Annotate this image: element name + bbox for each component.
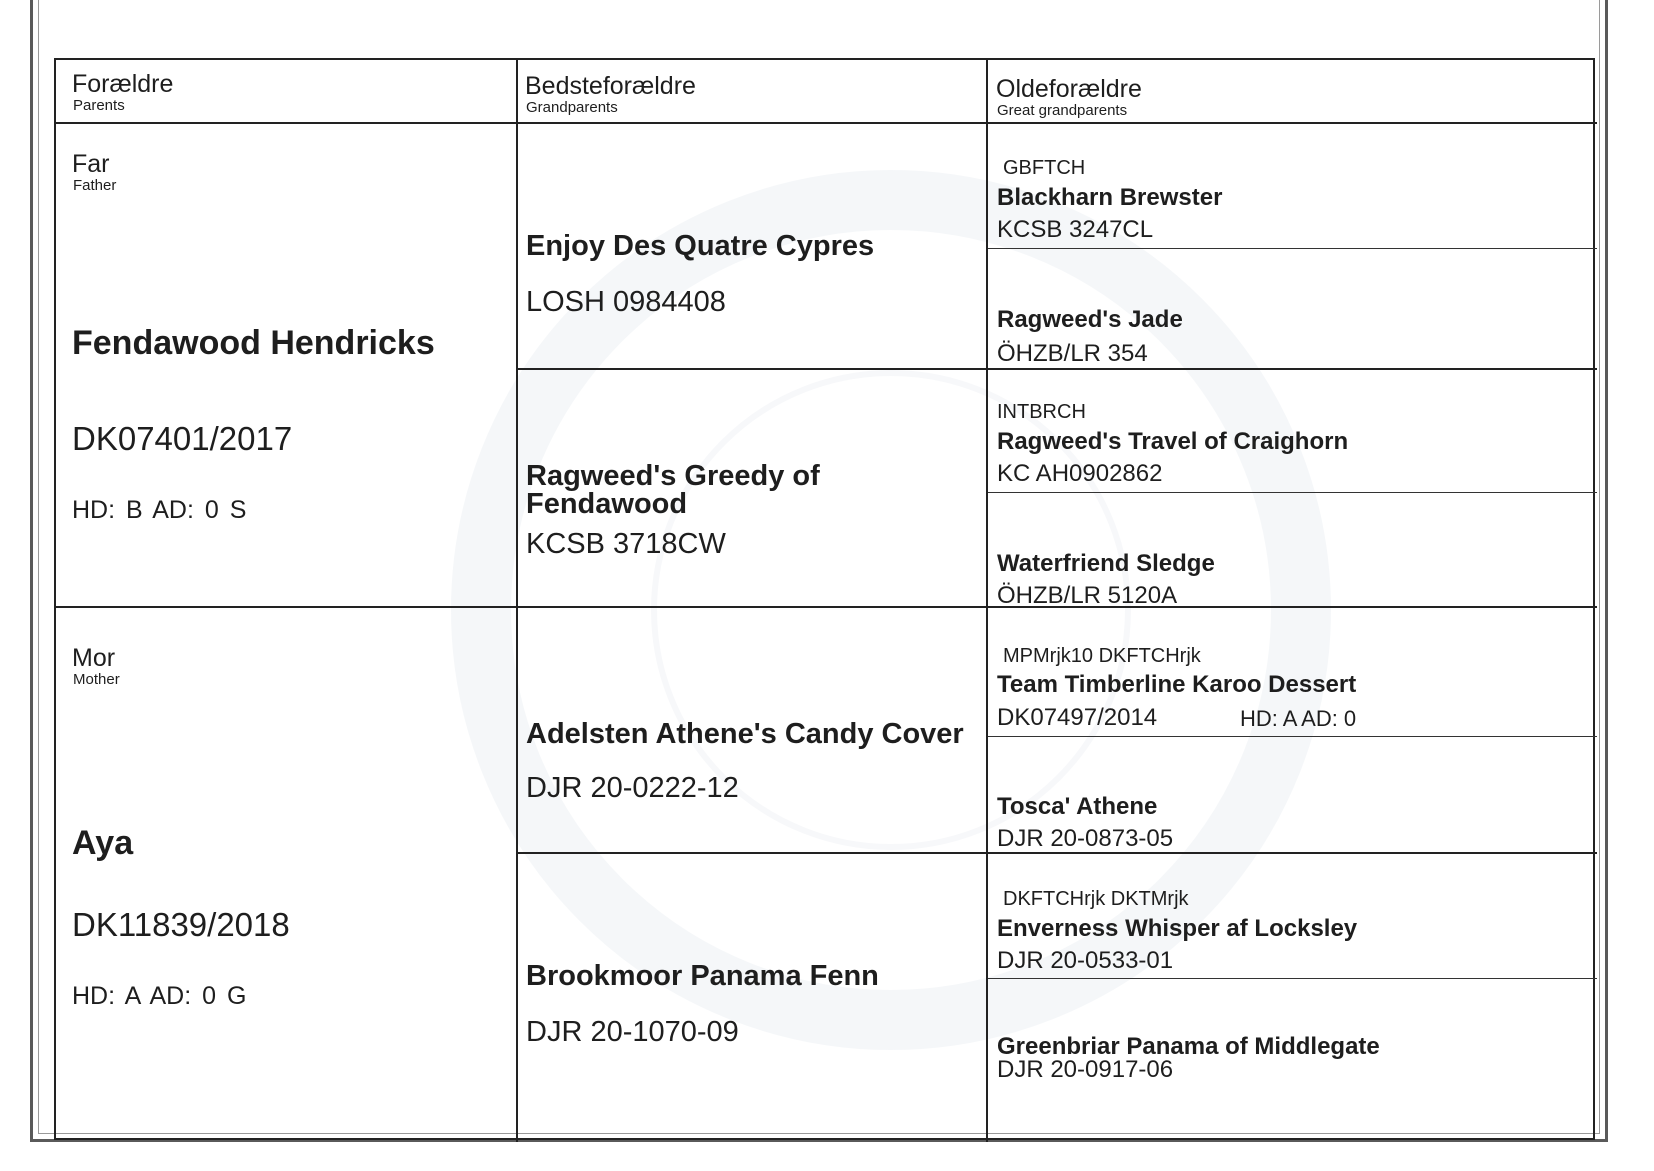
ggp-title: MPMrjk10 DKFTCHrjk bbox=[1003, 645, 1201, 667]
ggp-name: Waterfriend Sledge bbox=[997, 550, 1215, 577]
header-great-grandparents: Oldeforældre bbox=[996, 75, 1142, 103]
grandparent-reg: LOSH 0984408 bbox=[526, 286, 726, 318]
mother-label: Mor bbox=[72, 644, 116, 672]
ggp-name: Blackharn Brewster bbox=[997, 184, 1223, 211]
parents-separator bbox=[56, 606, 1597, 608]
ggp-separator-4 bbox=[988, 978, 1597, 979]
father-health: HD: B AD: 0 S bbox=[72, 496, 247, 524]
ggp-health: HD: A AD: 0 bbox=[1240, 706, 1357, 731]
ggp-reg: ÖHZB/LR 354 bbox=[997, 340, 1148, 367]
ggp-name: Tosca' Athene bbox=[997, 793, 1158, 820]
ggp-reg: KCSB 3247CL bbox=[997, 216, 1154, 243]
header-separator bbox=[56, 122, 1597, 124]
father-name: Fendawood Hendricks bbox=[72, 324, 435, 362]
grandparent-reg: DJR 20-0222-12 bbox=[526, 772, 739, 804]
ggp-name: Team Timberline Karoo Dessert bbox=[997, 671, 1357, 698]
father-reg: DK07401/2017 bbox=[72, 420, 293, 457]
header-parents-en: Parents bbox=[73, 97, 125, 114]
ggp-name: Ragweed's Travel of Craighorn bbox=[997, 428, 1349, 455]
mother-name: Aya bbox=[72, 824, 134, 862]
header-grandparents-en: Grandparents bbox=[526, 99, 618, 116]
ggp-reg: KC AH0902862 bbox=[997, 460, 1163, 487]
ggp-title: GBFTCH bbox=[1003, 157, 1086, 179]
ggp-reg: DK07497/2014 bbox=[997, 704, 1158, 731]
grandparent-reg: KCSB 3718CW bbox=[526, 528, 726, 560]
column-divider-2 bbox=[986, 60, 988, 1142]
ggp-separator-3 bbox=[988, 736, 1597, 737]
grandparent-name: Ragweed's Greedy of bbox=[526, 460, 820, 492]
mother-health: HD: A AD: 0 G bbox=[72, 982, 247, 1010]
header-great-grandparents-en: Great grandparents bbox=[997, 102, 1128, 119]
grandparent-name-line2: Fendawood bbox=[526, 488, 688, 520]
mother-reg: DK11839/2018 bbox=[72, 906, 290, 943]
column-divider-1 bbox=[516, 60, 518, 1142]
ggp-name: Ragweed's Jade bbox=[997, 306, 1183, 333]
ggp-title: INTBRCH bbox=[997, 401, 1086, 423]
grandparent-name: Brookmoor Panama Fenn bbox=[526, 960, 879, 992]
grandparent-reg: DJR 20-1070-09 bbox=[526, 1016, 739, 1048]
ggp-name: Greenbriar Panama of Middlegate bbox=[997, 1033, 1380, 1060]
grandparent-name: Enjoy Des Quatre Cypres bbox=[526, 230, 875, 262]
ggp-reg: DJR 20-0873-05 bbox=[997, 825, 1174, 852]
ggp-separator-2 bbox=[988, 492, 1597, 493]
ggp-reg: DJR 20-0917-06 bbox=[997, 1056, 1174, 1083]
grandparent-name: Adelsten Athene's Candy Cover bbox=[526, 718, 964, 750]
ggp-name: Enverness Whisper af Locksley bbox=[997, 915, 1358, 942]
header-grandparents: Bedsteforældre bbox=[525, 72, 696, 100]
grandparent-separator-1 bbox=[516, 368, 1597, 370]
mother-label-en: Mother bbox=[73, 671, 120, 688]
father-label-en: Father bbox=[73, 177, 117, 194]
ggp-reg: ÖHZB/LR 5120A bbox=[997, 582, 1178, 609]
ggp-separator-1 bbox=[988, 248, 1597, 249]
ggp-reg: DJR 20-0533-01 bbox=[997, 947, 1174, 974]
pedigree-table bbox=[54, 58, 1595, 1140]
ggp-title: DKFTCHrjk DKTMrjk bbox=[1003, 888, 1189, 910]
header-parents: Forældre bbox=[72, 70, 174, 98]
father-label: Far bbox=[72, 150, 110, 178]
